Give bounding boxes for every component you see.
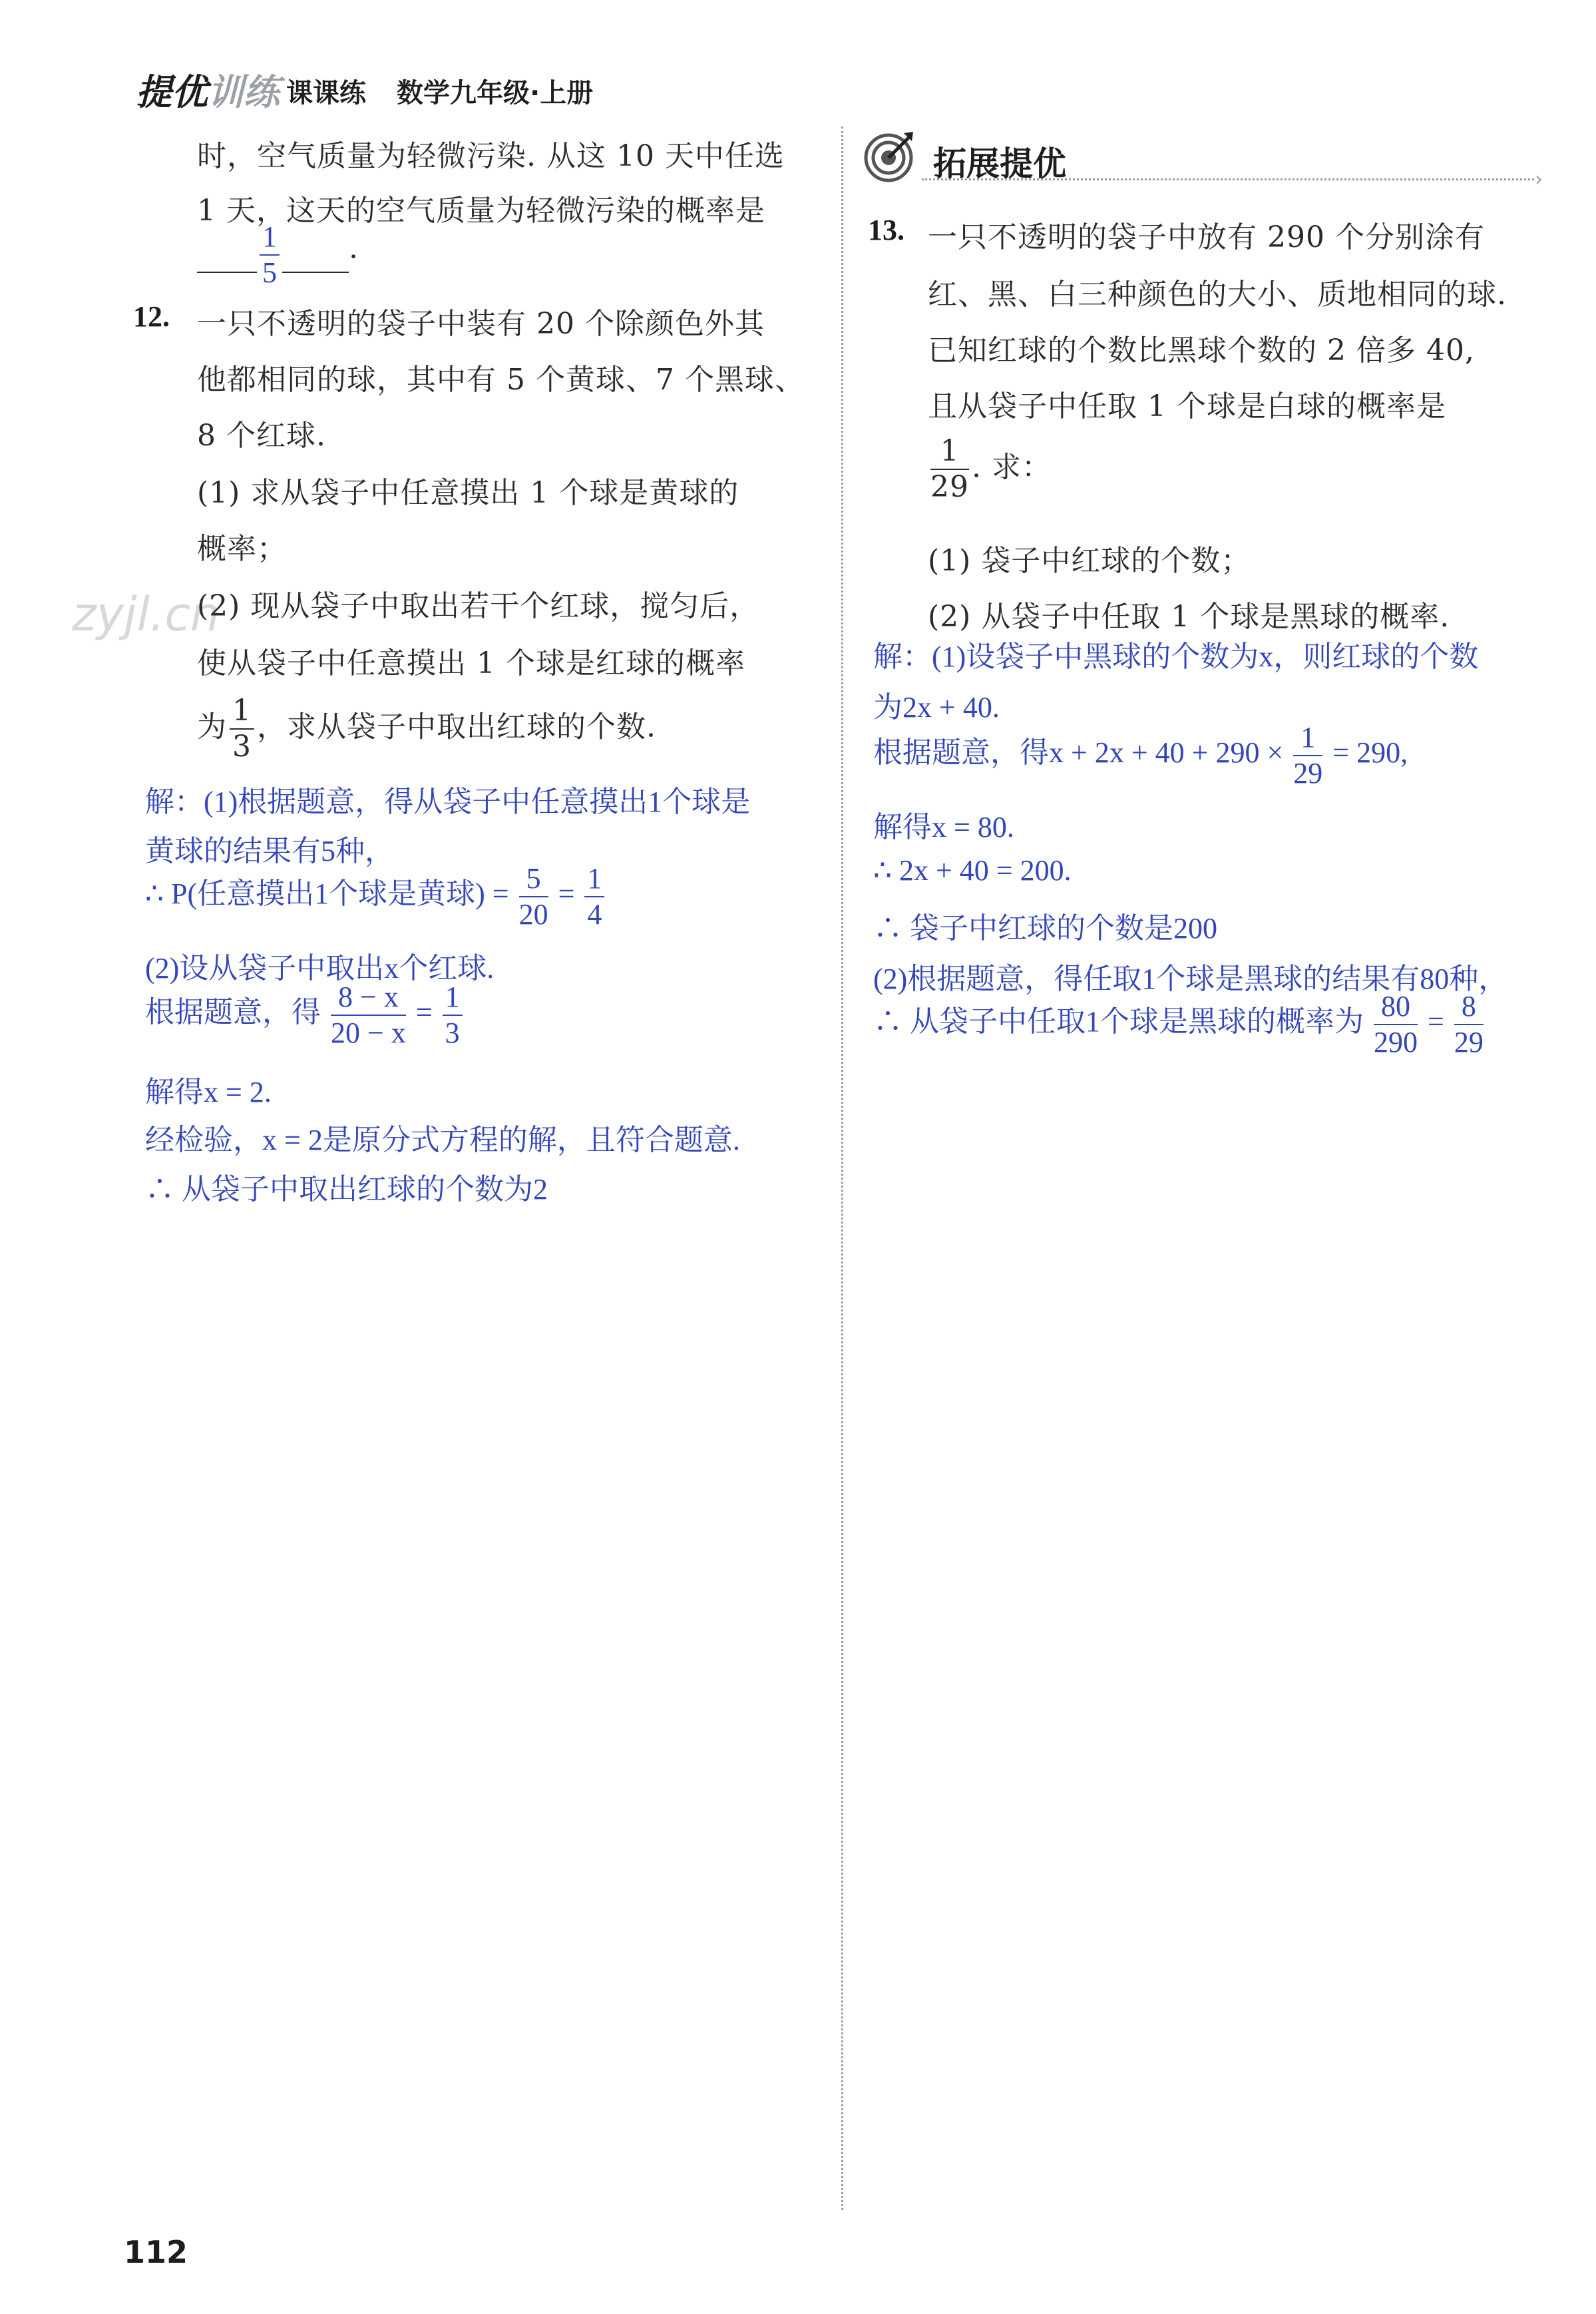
section-title-rule: [922, 178, 1534, 180]
brand-text-a: 提优: [136, 71, 208, 113]
q12-solution-line-4: (2)设从袋子中取出x个红球.: [145, 952, 495, 985]
q12-solution-line-8: ∴ 从袋子中取出红球的个数为2: [145, 1173, 548, 1206]
q13-solution-line-6: ∴ 袋子中红球的个数是200: [873, 912, 1217, 945]
q12-solution-line-6: 解得x = 2.: [145, 1076, 272, 1108]
page-number: 112: [124, 2234, 188, 2270]
watermark: zyjl.cn: [72, 587, 220, 642]
q12-part2-line-1: (2) 现从袋子中取出若干个红球，搅匀后，: [197, 589, 760, 623]
q13-number: 13.: [868, 214, 904, 246]
q12-part1-line-2: 概率；: [197, 532, 287, 566]
q12-line-3: 8 个红球.: [197, 419, 326, 453]
book-title: 数学九年级·上册: [397, 78, 594, 109]
q12-part1-line-1: (1) 求从袋子中任意摸出 1 个球是黄球的: [197, 476, 739, 510]
q13-solution-line-7: (2)根据题意，得任取1个球是黑球的结果有80种，: [873, 963, 1508, 995]
q13-line-3: 已知红球的个数比黑球个数的 2 倍多 40,: [928, 334, 1475, 367]
target-icon: [863, 130, 914, 182]
q13-solution-line-3: 根据题意，得x + 2x + 40 + 290 × $\frac{1}{29}$ = 290,: [873, 721, 1408, 790]
series-name: 课课练: [286, 78, 366, 109]
q13-solution-line-1: 解：(1)设袋子中黑球的个数为x，则红球的个数: [873, 640, 1479, 673]
q13-solution-line-2: 为2x + 40.: [873, 691, 1000, 724]
column-divider: [841, 126, 843, 2210]
q13-line-1: 一只不透明的袋子中放有 290 个分别涂有: [928, 220, 1485, 254]
q11-continuation-line-2: 1 天，这天的空气质量为轻微污染的概率是: [197, 194, 765, 228]
q13-part-2: (2) 从袋子中任取 1 个球是黑球的概率.: [928, 600, 1450, 634]
rule-arrow-icon: ›: [1535, 168, 1543, 191]
q13-line-4: 且从袋子中任取 1 个球是白球的概率是: [928, 389, 1446, 423]
q12-line-1: 一只不透明的袋子中装有 20 个除颜色外其: [197, 307, 765, 341]
brand-text-b: 训练: [208, 71, 280, 113]
q11-answer-fraction: $\frac{1}{5}$: [260, 222, 280, 288]
q13-line-5: $\frac{1}{29}$ . 求：: [930, 434, 1052, 504]
q13-part-1: (1) 袋子中红球的个数；: [928, 544, 1251, 578]
q12-part2-line-3: 为 $\frac{1}{3}$ ，求从袋子中取出红球的个数.: [197, 694, 656, 764]
q12-line-2: 他都相同的球，其中有 5 个黄球、7 个黑球、: [197, 363, 805, 397]
q12-number: 12.: [133, 300, 170, 333]
q12-solution-line-2: 黄球的结果有5种，: [145, 835, 394, 867]
q12-solution-line-1: 解：(1)根据题意，得从袋子中任意摸出1个球是: [145, 786, 751, 818]
q11-answer-blank: $\frac{1}{5}$ .: [197, 222, 359, 288]
q13-line-2: 红、黑、白三种颜色的大小、质地相同的球.: [928, 278, 1507, 312]
q11-continuation-line-1: 时，空气质量为轻微污染. 从这 10 天中任选: [197, 139, 785, 173]
q12-solution-line-5: 根据题意，得 $\frac{8 - x}{20 - x}$ = $\frac{1}{3}$: [145, 983, 465, 1048]
q12-part2-line-2: 使从袋子中任意摸出 1 个球是红球的概率: [197, 646, 745, 680]
q13-solution-line-4: 解得x = 80.: [873, 811, 1014, 843]
q13-solution-line-8: ∴ 从袋子中任取1个球是黑球的概率为 $\frac{80}{290}$ = $\frac{8}{29}$: [873, 990, 1484, 1058]
brand-logo: [136, 64, 280, 115]
section-title: 拓展提优: [933, 144, 1066, 183]
q13-fraction-1-29: $\frac{1}{29}$: [930, 434, 969, 504]
q12-solution-line-7: 经检验，x = 2是原分式方程的解，且符合题意.: [145, 1124, 740, 1156]
q12-solution-line-3: ∴ P(任意摸出1个球是黄球) = $\frac{5}{20}$ = $\frac{1}{4}$: [145, 864, 607, 929]
q12-fraction-one-third: $\frac{1}{3}$: [230, 696, 254, 762]
q13-solution-line-5: ∴ 2x + 40 = 200.: [873, 854, 1072, 887]
